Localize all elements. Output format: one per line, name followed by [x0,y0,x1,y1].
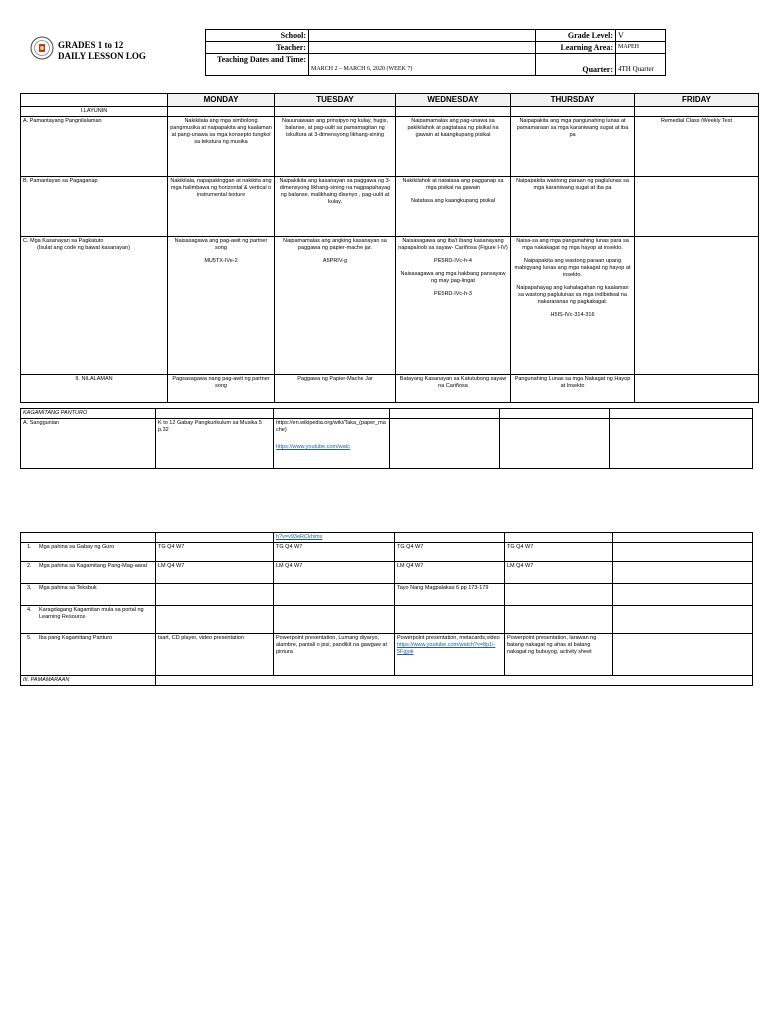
youtube-link[interactable]: https://www.youtube.com/watc [276,444,350,450]
row-c-wednesday-skill-2: Naisasagawa ang mga hakbang pansayaw ng may pag-iingat [400,271,506,284]
row-c-wednesday-code-2: PE5RD-IVc-h-3 [434,291,472,297]
row-c-thursday-3: Naipapahayag ang kahalagahan ng kaalaman sa wastong paglulunas sa mga indibidwal na nakararanas ng pagkakagat. [516,285,629,305]
row-c-monday-skill: Naisasagawa ang pag-awit ng partner song [174,238,268,251]
dates-label: Teaching Dates and Time: [206,54,309,76]
day-wednesday: WEDNESDAY [396,94,511,107]
table-row [21,375,759,403]
sanggunian-tuesday [274,419,390,469]
kagamitang-mag-aaral-label: 2. Mga pahina sa Kagamitang Pang-Mag-aaral [21,562,156,584]
row-c-wednesday-skill-1: Naisasagawa ang iba't ibang kasanayang napapaloob sa sayaw- Cariñosa (Figure I-IV) [398,238,508,251]
teacher-label: Teacher: [206,42,309,54]
sanggunian-monday: K to 12 Gabay Pangkurikulum sa Musika 5 p.32 [156,419,274,469]
table-row [21,237,759,375]
iba-pang-kagamitan-thursday: Powerpoint presentation, larawan ng batang nakagat ng ahas at batang nakagat ng bubuyog, activity sheet [505,634,613,676]
karagdagang-kagamitan-label: 4. Karagdagang Kagamitan mula sa portal ng Learning Resource [21,606,156,634]
row-c-thursday-2: Naipapakita ang wastong paraan upang mabigyang lunas ang mga nakagat ng hayop at insekto. [514,258,631,278]
row-a-wednesday: Naipamamalas ang pag-unawa sa pakikilahok at pagtatasa ng pisikal na gawain at kaangkupang pisikal [396,117,511,177]
row-b-wednesday-line-1: Nakikilahok at natatasa ang pagganap sa mga pisikal na gawain [402,178,504,191]
table-row [21,419,753,469]
row-a-label: A. Pamantayang Pangnilalaman [21,117,168,177]
quarter-value: 4TH Quarter [616,54,666,76]
kagamitang-mag-aaral-tuesday: LM Q4 W7 [274,562,395,584]
row-c-label-2: (Isulat ang code ng bawat kasanayan) [37,245,130,251]
materials-table [20,408,753,469]
quarter-label: Quarter: [536,54,616,76]
nilalaman-wednesday: Batayang Kasanayan sa Katutubong sayaw na Cariñosa [396,375,511,403]
row-a-monday: Nakikilala ang mga simbolong pangmusika at naipapakita ang kaalaman at pang-unawa sa mga konsepto tungkol sa tekstura ng musika [168,117,275,177]
nilalaman-label: II. NILALAMAN [21,375,168,403]
gabay-guro-tuesday: TG Q4 W7 [274,543,395,562]
iba-pang-kagamitan-tuesday: Powerpoint presentation, Lumang diyaryo, alambre, pantali o pisi, pandikit na gawgaw at pintura [274,634,395,676]
nilalaman-thursday: Pangunahing Lunas sa mga Nakagat ng Hayop at Insekto [511,375,635,403]
nilalaman-tuesday: Paggawa ng Papier-Mache Jar [275,375,396,403]
kagamitang-mag-aaral-thursday: LM Q4 W7 [505,562,613,584]
row-a-thursday: Naipapakita ang mga pangunahing lunas at pamamaraan sa mga karaniwang sugat at iba pa [511,117,635,177]
sanggunian-label: A. Sanggunian [21,419,156,469]
grade-value: V [616,30,666,42]
gabay-guro-label: 1. Mga pahina sa Gabay ng Guro [21,543,156,562]
deped-seal-icon [30,36,54,60]
table-row [21,584,753,606]
row-b-thursday: Naipapakita wastong paraan ng paglulunas sa mga karaniwang sugat at iba pa [511,177,635,237]
row-c-thursday [511,237,635,375]
row-c-monday [168,237,275,375]
day-monday: MONDAY [168,94,275,107]
row-a-tuesday: Nauunawaan ang prinsipyo ng kulay, hugis, balanse, at pag-uulit sa pamamagitan ng iskultura at 3-dimensyong likhang-sining [275,117,396,177]
row-c-tuesday-code: A5PRIV-g [322,258,348,264]
row-b-wednesday [396,177,511,237]
row-b-monday: Nakikilala, napapakinggan at nakikita ang mga halimbawa ng horizontal & vertical o instrumental texture [168,177,275,237]
brand-line-2: DAILY LESSON LOG [58,51,146,61]
table-row [21,606,753,634]
grade-label: Grade Level: [536,30,616,42]
school-value [309,30,536,42]
iba-pang-kagamitan-monday: tsart, CD player, video presentation [156,634,274,676]
row-c-thursday-1: Naisa-sa ang mga pangunahing lunas para sa mga nakakagat ng mga hayop at insekto. [516,238,629,251]
kagamitang-panturo-heading: KAGAMITANG PANTURO [21,409,156,419]
wikipedia-link[interactable]: https://en.wikipedia.org/wiki/Taka_(paper_mache) [276,420,386,433]
row-c-tuesday-skill: Naipamamalas ang angking kasanayan sa paggawa ng papier-mache jar. [283,238,387,251]
row-c-monday-code: MU5TX-IVe-2 [204,258,238,264]
teksbuk-label: 3. Mga pahina sa Teksbuk [21,584,156,606]
gabay-guro-monday: TG Q4 W7 [156,543,274,562]
table-row [21,634,753,676]
dates-value: MARCH 2 – MARCH 6, 2020 (WEEK 7) [309,54,536,76]
row-c-label-1: C. Mga Kasanayan sa Pagkatuto [23,238,104,244]
nilalaman-monday: Pagsasagawa nang pag-awit ng partner song [168,375,275,403]
table-row [21,562,753,584]
brand-line-1: GRADES 1 to 12 [58,40,124,50]
row-b-tuesday: Naipakikita ang kasanayan sa paggawa ng 3-dimensyong likhang-sining na nagpapahayag ng balanse, malikhaing disenyo , pag-uulit at kulay. [275,177,396,237]
youtube-link-carinosa[interactable]: https://www.youtube.com/watch?v=8p1i-5Fgjok [397,642,496,655]
area-value: MAPEH [616,42,666,54]
kagamitang-mag-aaral-wednesday: LM Q4 W7 [395,562,505,584]
header-table [205,29,666,76]
youtube-link-continued[interactable]: h?v=v93eRCkhims [274,533,395,543]
table-row [21,177,759,237]
day-thursday: THURSDAY [511,94,635,107]
iba-pang-kagamitan-wednesday [395,634,505,676]
row-b-wednesday-line-2: Natatasa ang kaangkupang pisikal [410,198,496,204]
day-tuesday: TUESDAY [275,94,396,107]
layunin-heading: I.LAYUNIN [21,107,168,117]
row-c-label [21,237,168,375]
iba-pang-kagamitan-wednesday-text: Powerpoint presentation, metacards,video [397,635,500,641]
kagamitang-mag-aaral-monday: LM Q4 W7 [156,562,274,584]
lesson-table [20,93,759,403]
gabay-guro-thursday: TG Q4 W7 [505,543,613,562]
pamamaraan-heading: III. PAMAMARAAN [21,676,156,686]
row-b-label: B. Pamantayan sa Pagaganap [21,177,168,237]
area-label: Learning Area: [536,42,616,54]
row-c-wednesday [396,237,511,375]
teacher-value [309,42,536,54]
table-row [21,543,753,562]
brand-title [58,40,146,62]
gabay-guro-wednesday: TG Q4 W7 [395,543,505,562]
teksbuk-wednesday: Tayo Nang Magpalakas 6 pp 173-179 [395,584,505,606]
day-friday: FRIDAY [635,94,759,107]
corner-cell [21,94,168,107]
row-c-tuesday [275,237,396,375]
row-a-friday: Remedial Class /Weekly Test [635,117,759,177]
iba-pang-kagamitan-label: 5. Iba pang Kagamitang Panturo [21,634,156,676]
materials-table-continued [20,532,753,686]
table-row [21,117,759,177]
row-c-wednesday-code-1: PE5RD-IVc-h-4 [434,258,472,264]
school-label: School: [206,30,309,42]
row-c-thursday-code: H5IS-IVc-314-316 [550,312,595,318]
